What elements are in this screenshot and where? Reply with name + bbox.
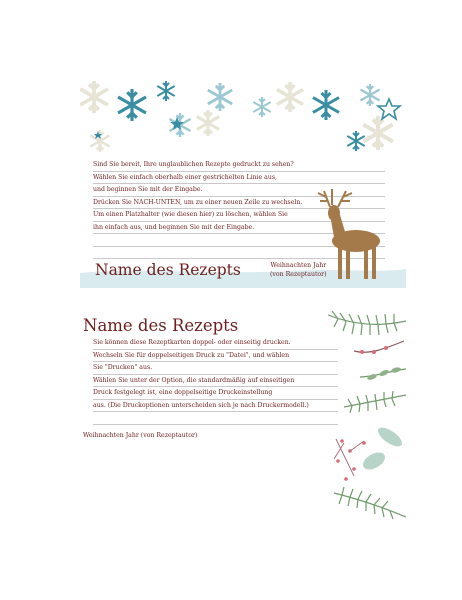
recipe-card-top bbox=[80, 79, 406, 288]
text-line[interactable]: aus. (Die Druckoptionen unterscheiden sich je nach Druckermodell.) bbox=[93, 400, 338, 413]
text-line[interactable]: Wählen Sie einfach oberhalb einer gestrichelten Linie aus, bbox=[93, 172, 385, 185]
text-line[interactable]: Wählen Sie unter der Option, die standardmäßig auf einseitigen bbox=[93, 375, 338, 388]
text-line[interactable]: Druck festgelegt ist, eine doppelseitige Druckeinstellung bbox=[93, 387, 338, 400]
text-line[interactable] bbox=[93, 412, 338, 425]
recipe-text-lines bbox=[93, 337, 338, 425]
author-year: Weihnachten Jahr bbox=[270, 262, 327, 269]
text-line[interactable]: Um einen Platzhalter (wie diesen hier) zu löschen, wählen Sie bbox=[93, 209, 385, 222]
text-line[interactable]: ihn einfach aus, und beginnen Sie mit der Eingabe. bbox=[93, 222, 385, 235]
snowflake-banner-icon bbox=[80, 79, 406, 159]
recipe-title[interactable]: Name des Rezepts bbox=[95, 261, 241, 279]
recipe-card-bottom bbox=[80, 311, 406, 537]
recipe-title[interactable]: Name des Rezepts bbox=[83, 316, 239, 335]
author-name: (von Rezeptautor) bbox=[270, 271, 327, 278]
text-line[interactable]: Drücken Sie NACH-UNTEN, um zu einer neuen Zeile zu wechseln. bbox=[93, 197, 385, 210]
text-line[interactable]: Sie können diese Rezeptkarten doppel- oder einseitig drucken. bbox=[93, 337, 338, 350]
text-line[interactable]: Sie "Drucken" aus. bbox=[93, 362, 338, 375]
text-line[interactable]: Sind Sie bereit, Ihre unglaublichen Rezepte gedruckt zu sehen? bbox=[93, 159, 385, 172]
text-line[interactable]: und beginnen Sie mit der Eingabe. bbox=[93, 184, 385, 197]
author-line[interactable]: Weihnachten Jahr (von Rezeptautor) bbox=[83, 432, 198, 439]
author-line[interactable] bbox=[270, 261, 327, 279]
greenery-border-icon bbox=[324, 311, 406, 537]
text-line[interactable]: Wechseln Sie für doppelseitigen Druck zu "Datei", und wählen bbox=[93, 350, 338, 363]
